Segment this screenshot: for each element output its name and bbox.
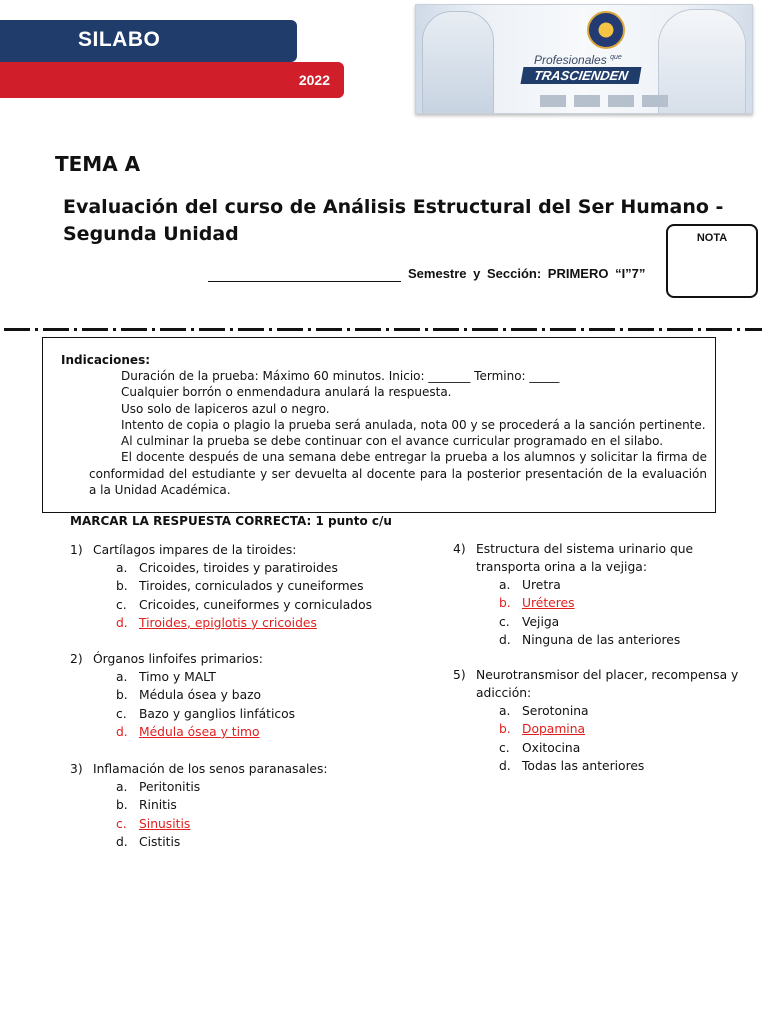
exam-theme: TEMA A	[55, 152, 141, 176]
answer-option[interactable]	[70, 796, 400, 814]
option-letter: c.	[116, 706, 127, 721]
question-4	[453, 540, 743, 649]
question-stem	[453, 540, 743, 576]
option-letter: d.	[116, 834, 128, 849]
option-text: Todas las anteriores	[522, 758, 645, 773]
answer-option[interactable]	[453, 757, 743, 775]
option-text: Bazo y ganglios linfáticos	[139, 706, 296, 721]
question-number: 3)	[70, 762, 83, 776]
instructions-lines	[89, 368, 707, 498]
option-text: Tiroides, corniculados y cuneiformes	[139, 579, 364, 594]
answer-option[interactable]	[70, 705, 400, 723]
question-stem	[70, 760, 400, 778]
question-text: Estructura del sistema urinario que transporta orina a la vejiga:	[476, 542, 694, 574]
question-stem	[70, 650, 400, 668]
option-letter: a.	[116, 780, 128, 794]
student-name-line	[208, 281, 401, 282]
answer-option[interactable]	[70, 686, 400, 704]
answer-option[interactable]	[70, 559, 400, 577]
option-text: Tiroides, epiglotis y cricoides	[139, 615, 317, 630]
instructions-box	[42, 337, 716, 513]
option-letter: c.	[499, 614, 510, 629]
option-text: Uréteres	[522, 596, 575, 611]
question-3	[70, 760, 400, 851]
option-text: Cricoides, tiroides y paratiroides	[139, 561, 338, 575]
option-text: Ninguna de las anteriores	[522, 632, 681, 647]
doctor-figure-image	[422, 11, 494, 114]
answer-option[interactable]	[70, 668, 400, 686]
answer-option[interactable]	[453, 613, 743, 631]
option-letter: c.	[116, 816, 127, 831]
question-number: 2)	[70, 652, 83, 666]
instruction-paragraph: El docente después de una semana debe entregar la prueba a los alumnos y solicitar la firma de conformidad del estudiante y ser devuelta al docente para la posterior presentación de la evaluación a la Unidad Académica.	[89, 450, 707, 498]
option-text: Rinitis	[139, 798, 177, 813]
option-letter: b.	[499, 722, 511, 737]
option-text: Timo y MALT	[139, 670, 216, 684]
answer-option[interactable]	[453, 631, 743, 649]
section-label: MARCAR LA RESPUESTA CORRECTA: 1 punto c/u	[70, 514, 392, 528]
answer-option[interactable]	[453, 739, 743, 757]
option-letter: b.	[116, 798, 128, 813]
answer-option[interactable]	[453, 720, 743, 738]
instruction-line: Uso solo de lapiceros azul o negro.	[121, 401, 330, 416]
exam-title: Evaluación del curso de Análisis Estructural del Ser Humano - Segunda Unidad	[63, 196, 724, 245]
promo-tagline-big: TRASCIENDEN	[521, 67, 642, 84]
question-2	[70, 650, 400, 741]
option-text: Oxitocina	[522, 740, 581, 755]
option-text: Cistitis	[139, 834, 181, 849]
option-text: Vejiga	[522, 614, 560, 629]
header-year-banner	[0, 62, 344, 98]
answer-option[interactable]	[70, 614, 400, 632]
question-text: Neurotransmisor del placer, recompensa y adicción:	[476, 668, 739, 700]
option-text: Médula ósea y bazo	[139, 688, 262, 703]
question-number: 5)	[453, 668, 466, 682]
section-divider	[4, 328, 762, 331]
answer-option[interactable]	[70, 723, 400, 741]
option-text: Médula ósea y timo	[139, 724, 260, 739]
instruction-line: Al culminar la prueba se debe continuar con el avance curricular programado en el silabo.	[121, 434, 664, 449]
accreditation-logos	[540, 95, 670, 107]
question-number: 4)	[453, 542, 466, 556]
question-1	[70, 541, 400, 632]
grade-box	[666, 224, 758, 298]
option-letter: b.	[116, 688, 128, 703]
header-title: SILABO	[78, 28, 161, 51]
option-letter: a.	[116, 561, 128, 575]
answer-option[interactable]	[453, 576, 743, 594]
question-text: Inflamación de los senos paranasales:	[93, 762, 328, 776]
nurse-figure-image	[658, 9, 746, 114]
instructions-heading: Indicaciones:	[61, 353, 151, 367]
option-letter: a.	[116, 670, 128, 684]
grade-label: NOTA	[696, 232, 728, 244]
instruction-line: Cualquier borrón o enmendadura anulará la respuesta.	[121, 385, 452, 400]
answer-option[interactable]	[70, 778, 400, 796]
question-stem	[70, 541, 400, 559]
option-letter: b.	[499, 596, 511, 611]
header-year: 2022	[298, 72, 330, 88]
option-letter: a.	[499, 578, 511, 592]
option-letter: d.	[116, 615, 128, 630]
option-text: Uretra	[522, 578, 561, 592]
option-text: Sinusitis	[139, 816, 191, 831]
option-letter: b.	[116, 579, 128, 594]
answer-option[interactable]	[70, 596, 400, 614]
option-letter: d.	[499, 758, 511, 773]
promo-image	[415, 4, 753, 114]
answer-option[interactable]	[70, 833, 400, 851]
option-text: Cricoides, cuneiformes y corniculados	[139, 597, 372, 612]
option-letter: a.	[499, 704, 511, 718]
option-letter: c.	[499, 740, 510, 755]
instruction-line: Intento de copia o plagio la prueba será anulada, nota 00 y se procederá a la sanción pertinente.	[121, 417, 706, 432]
option-text: Peritonitis	[139, 780, 201, 794]
option-letter: d.	[116, 724, 128, 739]
semester-section: Semestre y Sección: PRIMERO “I”7”	[408, 266, 646, 281]
option-letter: d.	[499, 632, 511, 647]
answer-option[interactable]	[70, 577, 400, 595]
question-stem	[453, 666, 743, 702]
instruction-line: Duración de la prueba: Máximo 60 minutos. Inicio: _______ Termino: _____	[121, 369, 560, 383]
question-5	[453, 666, 743, 775]
answer-option[interactable]	[70, 815, 400, 833]
question-number: 1)	[70, 543, 83, 557]
institution-seal-icon	[587, 11, 625, 49]
header-title-banner	[0, 20, 297, 62]
option-text: Serotonina	[522, 704, 589, 718]
option-letter: c.	[116, 597, 127, 612]
answer-option[interactable]	[453, 594, 743, 612]
option-text: Dopamina	[522, 722, 586, 737]
question-text: Órganos linfoifes primarios:	[93, 652, 263, 666]
promo-tagline-small: Profesionales $^{que}$	[534, 53, 622, 67]
answer-option[interactable]	[453, 702, 743, 720]
question-text: Cartílagos impares de la tiroides:	[93, 543, 297, 557]
